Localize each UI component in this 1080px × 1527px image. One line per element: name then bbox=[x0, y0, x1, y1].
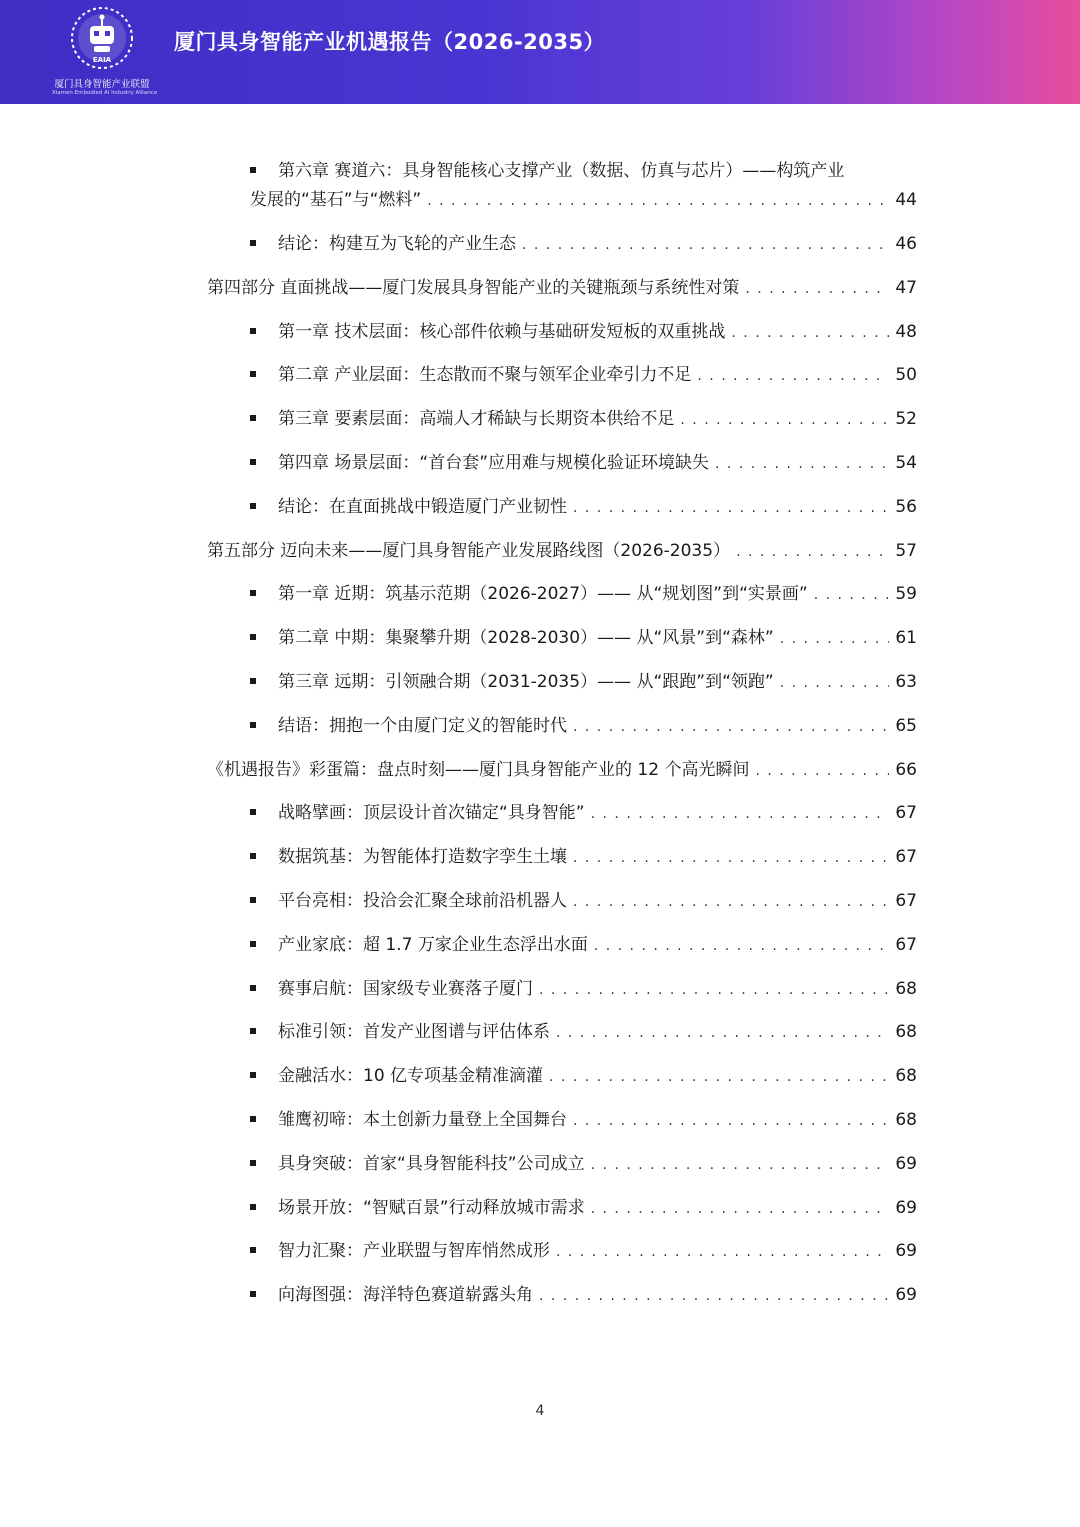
dot-leader bbox=[731, 322, 889, 344]
logo-name: 厦门具身智能产业联盟 bbox=[54, 79, 150, 90]
toc-chapter-entry[interactable] bbox=[250, 1240, 917, 1263]
toc-entry-page: 56 bbox=[895, 496, 917, 517]
toc-entry-page: 68 bbox=[895, 1066, 917, 1087]
toc-entry-label: 第二章 中期：集聚攀升期（2028-2030）—— 从“风景”到“森林” bbox=[278, 628, 774, 649]
report-title: 厦门具身智能产业机遇报告（2026-2035） bbox=[174, 30, 606, 54]
dot-leader bbox=[594, 935, 889, 957]
dot-leader bbox=[522, 234, 889, 256]
toc-part-entry[interactable] bbox=[207, 540, 917, 563]
toc-entry-page: 46 bbox=[895, 234, 917, 254]
toc-entry-page: 52 bbox=[895, 409, 917, 430]
toc-entry-label: 标准引领：首发产业图谱与评估体系 bbox=[278, 1022, 550, 1043]
toc-entry-page: 57 bbox=[895, 540, 917, 561]
dot-leader bbox=[591, 803, 889, 825]
toc-chapter-entry[interactable] bbox=[250, 364, 917, 387]
toc-chapter-entry[interactable] bbox=[250, 452, 917, 475]
toc-chapter-entry[interactable] bbox=[250, 671, 917, 694]
toc-entry-page: 67 bbox=[895, 934, 917, 955]
bullet-icon bbox=[250, 678, 256, 684]
bullet-icon bbox=[250, 1247, 256, 1253]
toc-chapter-entry[interactable] bbox=[250, 233, 917, 256]
bullet-icon bbox=[250, 897, 256, 903]
toc-entry-page: 69 bbox=[895, 1153, 917, 1174]
bullet-icon bbox=[250, 1291, 256, 1297]
toc-chapter-entry[interactable] bbox=[250, 408, 917, 431]
toc-entry-page: 48 bbox=[895, 321, 917, 342]
dot-leader bbox=[539, 979, 889, 1001]
toc-entry-label: 金融活水：10 亿专项基金精准滴灌 bbox=[278, 1066, 544, 1087]
bullet-icon bbox=[250, 167, 256, 173]
bullet-icon bbox=[250, 634, 256, 640]
toc-entry-label: 结论：构建互为飞轮的产业生态 bbox=[278, 234, 516, 254]
toc-entry-label: 雏鹰初啼：本土创新力量登上全国舞台 bbox=[278, 1110, 567, 1130]
dot-leader bbox=[814, 584, 889, 606]
dot-leader bbox=[780, 672, 889, 694]
toc-entry-page: 69 bbox=[895, 1285, 917, 1306]
toc-entry-label: 第五部分 迈向未来——厦门具身智能产业发展路线图（2026-2035） bbox=[207, 540, 731, 561]
toc-entry-label: 第四章 场景层面：“首台套”应用难与规模化验证环境缺失 bbox=[278, 453, 710, 473]
bullet-icon bbox=[250, 459, 256, 465]
toc-entry-label: 《机遇报告》彩蛋篇：盘点时刻——厦门具身智能产业的 12 个高光瞬间 bbox=[207, 759, 750, 780]
toc-part-entry[interactable] bbox=[207, 277, 917, 300]
toc-entry-label: 第四部分 直面挑战——厦门发展具身智能产业的关键瓶颈与系统性对策 bbox=[207, 277, 740, 298]
toc-part-entry[interactable] bbox=[207, 759, 917, 782]
toc-chapter-entry[interactable] bbox=[250, 978, 917, 1001]
toc-entry-page: 66 bbox=[895, 759, 917, 780]
toc-chapter-entry[interactable] bbox=[250, 627, 917, 650]
toc-chapter-entry[interactable] bbox=[250, 846, 917, 869]
page-number: 4 bbox=[535, 1403, 545, 1419]
dot-leader bbox=[427, 190, 889, 212]
toc-entry-page: 59 bbox=[895, 584, 917, 605]
toc-entry-page: 61 bbox=[895, 628, 917, 649]
bullet-icon bbox=[250, 240, 256, 246]
toc-entry-label: 第三章 远期：引领融合期（2031-2035）—— 从“跟跑”到“领跑” bbox=[278, 672, 774, 692]
dot-leader bbox=[591, 1198, 889, 1220]
toc-entry-label: 第二章 产业层面：生态散而不聚与领军企业牵引力不足 bbox=[278, 365, 692, 386]
toc-entry-label: 场景开放：“智赋百景”行动释放城市需求 bbox=[278, 1197, 585, 1218]
bullet-icon bbox=[250, 1160, 256, 1166]
dot-leader bbox=[573, 497, 889, 519]
dot-leader bbox=[697, 365, 889, 387]
dot-leader bbox=[755, 760, 889, 782]
toc-entry-label: 第一章 技术层面：核心部件依赖与基础研发短板的双重挑战 bbox=[278, 321, 726, 342]
report-header bbox=[0, 0, 1080, 104]
toc-chapter-entry[interactable] bbox=[250, 1109, 917, 1132]
bullet-icon bbox=[250, 415, 256, 421]
toc-chapter-entry[interactable] bbox=[250, 802, 917, 825]
toc-chapter-entry[interactable] bbox=[250, 890, 917, 913]
bullet-icon bbox=[250, 1028, 256, 1034]
toc-entry-label: 结语：拥抱一个由厦门定义的智能时代 bbox=[278, 715, 567, 736]
dot-leader bbox=[573, 1110, 889, 1132]
toc-entry-label: 第一章 近期：筑基示范期（2026-2027）—— 从“规划图”到“实景画” bbox=[278, 584, 808, 605]
toc-entry-page: 44 bbox=[895, 190, 917, 210]
toc-entry-page: 67 bbox=[895, 803, 917, 824]
bullet-icon bbox=[250, 941, 256, 947]
toc-entry-label: 向海图强：海洋特色赛道崭露头角 bbox=[278, 1285, 533, 1306]
toc-chapter-entry[interactable] bbox=[250, 1197, 917, 1220]
toc-entry-label: 智力汇聚：产业联盟与智库悄然成形 bbox=[278, 1241, 550, 1262]
dot-leader bbox=[715, 453, 889, 475]
dot-leader bbox=[573, 847, 889, 869]
dot-leader bbox=[745, 278, 889, 300]
dot-leader bbox=[591, 1154, 889, 1176]
dot-leader bbox=[549, 1066, 889, 1088]
toc-chapter-entry[interactable] bbox=[250, 496, 917, 519]
bullet-icon bbox=[250, 809, 256, 815]
toc-entry-page: 54 bbox=[895, 453, 917, 473]
bullet-icon bbox=[250, 985, 256, 991]
bullet-icon bbox=[250, 371, 256, 377]
toc-chapter-entry[interactable] bbox=[250, 321, 917, 344]
toc-entry-page: 65 bbox=[895, 715, 917, 736]
toc-entry-line1 bbox=[250, 160, 844, 182]
toc-entry-page: 67 bbox=[895, 891, 917, 911]
toc-entry-label: 数据筑基：为智能体打造数字孪生土壤 bbox=[278, 847, 567, 868]
logo-text: EAIA bbox=[92, 56, 112, 64]
toc-entry-label-line1: 第六章 赛道六：具身智能核心支撑产业（数据、仿真与芯片）——构筑产业 bbox=[278, 161, 845, 181]
toc-chapter-entry[interactable] bbox=[250, 715, 917, 738]
bullet-icon bbox=[250, 722, 256, 728]
toc-entry-label: 第三章 要素层面：高端人才稀缺与长期资本供给不足 bbox=[278, 409, 675, 430]
toc-entry-label: 产业家底：超 1.7 万家企业生态浮出水面 bbox=[278, 934, 588, 955]
toc-entry-label: 结论：在直面挑战中锻造厦门产业韧性 bbox=[278, 496, 567, 517]
toc-chapter-entry[interactable] bbox=[250, 934, 917, 957]
bullet-icon bbox=[250, 853, 256, 859]
toc-entry-label: 赛事启航：国家级专业赛落子厦门 bbox=[278, 978, 533, 999]
bullet-icon bbox=[250, 590, 256, 596]
toc-entry-label: 战略擘画：顶层设计首次锚定“具身智能” bbox=[278, 803, 585, 824]
toc-entry-page: 69 bbox=[895, 1241, 917, 1262]
toc-entry-page: 50 bbox=[895, 365, 917, 386]
toc-chapter-entry[interactable] bbox=[250, 583, 917, 606]
toc-chapter-entry[interactable] bbox=[250, 189, 917, 212]
alliance-logo bbox=[52, 6, 162, 102]
toc-entry-label: 具身突破：首家“具身智能科技”公司成立 bbox=[278, 1153, 585, 1174]
toc-chapter-entry[interactable] bbox=[250, 1153, 917, 1176]
bullet-icon bbox=[250, 328, 256, 334]
bullet-icon bbox=[250, 1116, 256, 1122]
dot-leader bbox=[556, 1022, 889, 1044]
bullet-icon bbox=[250, 1204, 256, 1210]
toc-entry-label: 平台亮相：投洽会汇聚全球前沿机器人 bbox=[278, 891, 567, 911]
toc-entry-page: 68 bbox=[895, 1110, 917, 1130]
logo-subtitle: Xiamen Embodied AI Industry Alliance bbox=[52, 90, 158, 96]
dot-leader bbox=[680, 409, 889, 431]
toc-entry-page: 63 bbox=[895, 672, 917, 692]
dot-leader bbox=[736, 541, 889, 563]
toc-entry-page: 68 bbox=[895, 978, 917, 999]
bullet-icon bbox=[250, 1072, 256, 1078]
dot-leader bbox=[573, 716, 889, 738]
bullet-icon bbox=[250, 503, 256, 509]
toc-entry-label: 发展的“基石”与“燃料” bbox=[250, 190, 422, 210]
toc-chapter-entry[interactable] bbox=[250, 1021, 917, 1044]
toc-chapter-entry[interactable] bbox=[250, 1065, 917, 1088]
robot-logo-icon bbox=[70, 6, 134, 70]
dot-leader bbox=[780, 628, 889, 650]
dot-leader bbox=[573, 891, 889, 913]
toc-entry-page: 68 bbox=[895, 1022, 917, 1043]
toc-entry-page: 47 bbox=[895, 277, 917, 298]
toc-entry-page: 69 bbox=[895, 1197, 917, 1218]
dot-leader bbox=[556, 1241, 889, 1263]
toc-chapter-entry[interactable] bbox=[250, 1284, 917, 1307]
dot-leader bbox=[539, 1285, 889, 1307]
toc-entry-page: 67 bbox=[895, 847, 917, 868]
